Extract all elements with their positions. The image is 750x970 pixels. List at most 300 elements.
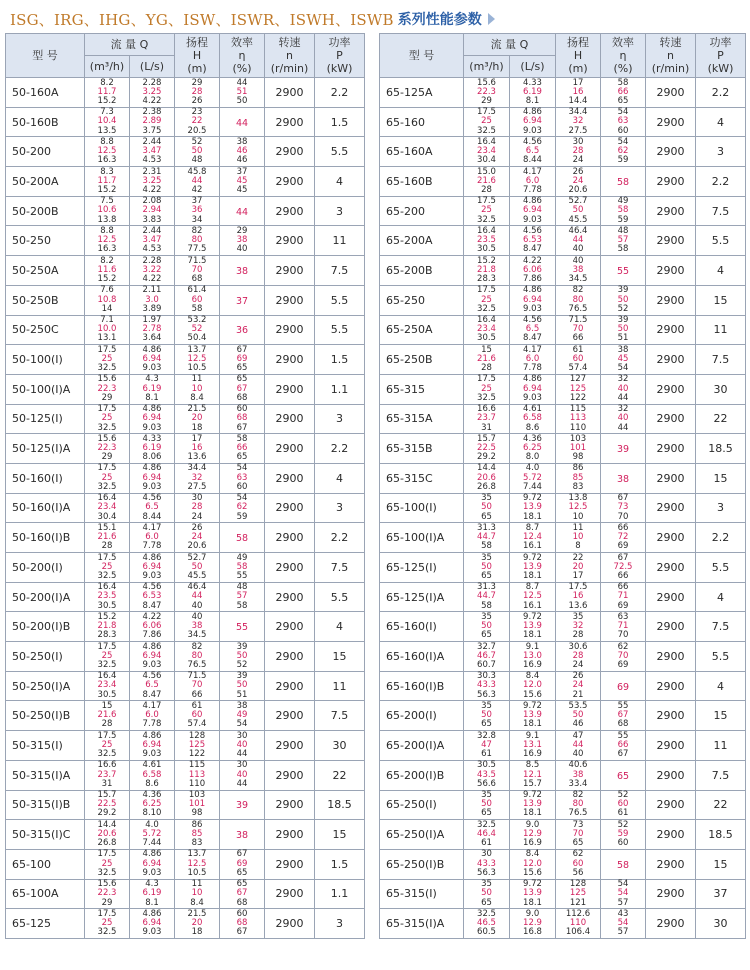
flow-m3h-cell	[85, 463, 130, 493]
head-cell-value: 40	[191, 611, 203, 622]
head-cell-value: 125	[569, 383, 587, 394]
power-cell: 7.5	[315, 701, 365, 731]
flow-m3h-cell-value: 17.5	[97, 849, 117, 860]
flow-ls-cell-value: 13.9	[523, 561, 542, 572]
head-cell-value: 82	[191, 225, 203, 236]
head-cell-value: 50.4	[187, 333, 207, 344]
flow-ls-cell-value: 3.47	[142, 146, 162, 157]
flow-m3h-cell-value: 15.6	[97, 433, 117, 444]
flow-m3h-cell-value: 22.5	[97, 799, 117, 810]
efficiency-cell-value: 66	[617, 582, 629, 593]
flow-ls-cell	[130, 582, 175, 612]
table-row	[6, 701, 365, 731]
head-cell-value: 44	[191, 591, 203, 602]
flow-ls-cell-value: 12.9	[523, 917, 542, 928]
head-cell-value: 33.4	[568, 778, 588, 789]
head-cell-value: 82	[572, 790, 584, 801]
model-cell: 65-100(I)A	[380, 523, 464, 553]
flow-m3h-cell	[85, 434, 130, 464]
flow-ls-cell-value: 13.1	[523, 739, 542, 750]
flow-ls-cell-value: 9.1	[525, 641, 540, 652]
efficiency-cell-value: 40	[236, 244, 248, 255]
flow-ls-cell-value: 4.36	[523, 433, 542, 444]
model-cell: 50-250C	[6, 315, 85, 345]
flow-ls-cell-value: 5.72	[142, 828, 162, 839]
head-cell-value: 122	[188, 749, 206, 760]
head-cell-value: 66	[572, 333, 584, 344]
flow-m3h-cell	[464, 909, 510, 939]
efficiency-cell-value: 57	[617, 897, 629, 908]
flow-m3h-cell-value: 20.6	[477, 472, 496, 483]
head-cell	[556, 760, 601, 790]
head-cell-value: 101	[188, 799, 206, 810]
flow-ls-cell-value: 4.86	[142, 552, 162, 563]
head-cell	[556, 849, 601, 879]
efficiency-cell-value: 45	[236, 185, 248, 195]
flow-m3h-cell	[464, 523, 510, 553]
head-cell-value: 103	[569, 433, 587, 444]
flow-m3h-cell-value: 58	[481, 541, 492, 552]
flow-ls-cell	[510, 315, 556, 345]
flow-m3h-cell-value: 50	[481, 710, 492, 721]
head-cell-value: 121	[569, 897, 587, 908]
speed-cell: 2900	[265, 731, 315, 761]
head-cell-value: 8	[575, 541, 581, 552]
flow-m3h-cell-value: 12.5	[97, 235, 117, 246]
flow-m3h-cell-value: 21.8	[477, 264, 496, 275]
flow-ls-cell-value: 2.11	[142, 285, 162, 296]
head-cell-value: 28	[572, 630, 584, 641]
flow-ls-cell-value: 4.86	[142, 730, 162, 741]
flow-ls-cell-value: 12.1	[523, 769, 542, 780]
flow-ls-cell	[130, 642, 175, 672]
efficiency-cell-value: 69	[617, 541, 629, 552]
speed-cell: 2900	[265, 78, 315, 108]
flow-ls-cell-value: 9.03	[142, 660, 162, 670]
head-cell-value: 27.5	[187, 481, 207, 492]
efficiency-cell-value: 60	[617, 838, 629, 849]
flow-m3h-cell	[464, 78, 510, 108]
flow-m3h-cell	[85, 582, 130, 612]
power-cell: 5.5	[315, 582, 365, 612]
flow-ls-cell-value: 6.58	[523, 413, 542, 424]
flow-ls-cell-value: 4.86	[142, 344, 162, 355]
flow-m3h-cell	[85, 285, 130, 315]
flow-ls-cell	[510, 701, 556, 731]
flow-ls-cell-value: 6.94	[142, 353, 162, 364]
flow-ls-cell-value: 6.58	[142, 769, 162, 780]
power-cell: 22	[696, 790, 746, 820]
efficiency-cell	[601, 642, 646, 672]
flow-ls-cell-value: 4.22	[142, 274, 162, 285]
efficiency-cell	[220, 820, 265, 850]
flow-m3h-cell-value: 17.5	[477, 107, 496, 118]
efficiency-cell-value: 44	[235, 117, 249, 129]
power-cell: 11	[315, 671, 365, 701]
flow-ls-cell-value: 2.44	[142, 136, 162, 147]
efficiency-cell-value: 39	[236, 671, 248, 682]
flow-ls-cell-value: 6.25	[142, 799, 162, 810]
flow-m3h-cell-value: 25	[101, 650, 113, 661]
speed-cell: 2900	[265, 612, 315, 642]
power-cell: 1.5	[315, 849, 365, 879]
head-cell-value: 24	[572, 175, 584, 186]
head-cell-value: 24	[572, 155, 584, 166]
flow-ls-cell	[130, 760, 175, 790]
efficiency-cell-value: 45	[617, 353, 629, 364]
head-cell-value: 101	[569, 442, 587, 453]
flow-m3h-cell-value: 56.3	[477, 689, 496, 700]
power-cell: 3	[315, 404, 365, 434]
model-cell: 50-200A	[6, 167, 85, 197]
power-cell: 18.5	[315, 790, 365, 820]
flow-ls-cell	[510, 196, 556, 226]
head-cell-value: 23	[191, 107, 203, 118]
efficiency-cell-value: 59	[236, 511, 248, 522]
flow-ls-cell-value: 6.19	[142, 383, 162, 394]
flow-ls-cell-value: 2.44	[142, 225, 162, 236]
efficiency-cell-value: 69	[617, 660, 629, 670]
efficiency-cell-value: 58	[236, 433, 248, 444]
flow-ls-cell	[130, 226, 175, 256]
flow-ls-cell	[510, 345, 556, 375]
table-row	[380, 167, 746, 197]
flow-m3h-cell-value: 15.2	[97, 185, 117, 195]
efficiency-cell-value: 55	[236, 570, 248, 581]
efficiency-cell-value: 44	[236, 77, 248, 88]
flow-m3h-cell-value: 50	[481, 621, 492, 632]
power-cell: 1.1	[315, 374, 365, 404]
flow-ls-cell	[130, 820, 175, 850]
flow-ls-cell	[510, 820, 556, 850]
flow-ls-cell-value: 9.72	[523, 493, 542, 504]
efficiency-cell-value: 58	[236, 600, 248, 611]
efficiency-cell	[220, 671, 265, 701]
head-cell-value: 36	[191, 205, 203, 216]
flow-m3h-cell-value: 32.5	[97, 422, 117, 433]
efficiency-cell-value: 57	[617, 235, 629, 246]
efficiency-cell-value: 58	[235, 533, 249, 545]
head-cell	[556, 820, 601, 850]
power-cell: 7.5	[696, 612, 746, 642]
flow-m3h-cell	[85, 256, 130, 286]
flow-ls-cell-value: 4.86	[142, 641, 162, 652]
head-cell	[175, 612, 220, 642]
flow-ls-cell-value: 2.38	[142, 107, 162, 118]
flow-ls-cell	[130, 909, 175, 939]
flow-m3h-cell-value: 25	[101, 739, 113, 750]
flow-ls-cell-value: 7.78	[523, 185, 542, 195]
flow-m3h-cell-value: 17.5	[97, 552, 117, 563]
efficiency-cell-value: 67	[236, 422, 248, 433]
flow-m3h-cell-value: 7.5	[100, 196, 114, 207]
efficiency-cell-value: 44	[236, 778, 248, 789]
efficiency-cell-value: 49	[236, 710, 248, 721]
flow-m3h-cell	[85, 879, 130, 909]
speed-cell: 2900	[646, 849, 696, 879]
flow-m3h-cell-value: 21.8	[97, 621, 117, 632]
efficiency-cell-value: 40	[236, 769, 248, 780]
head-cell	[175, 196, 220, 226]
head-cell-value: 8.4	[190, 897, 204, 908]
head-cell-value: 127	[569, 374, 587, 385]
table-row	[380, 582, 746, 612]
power-cell: 15	[696, 285, 746, 315]
model-cell: 50-160B	[6, 107, 85, 137]
flow-m3h-cell-value: 30.5	[97, 689, 117, 700]
head-cell-value: 48	[191, 155, 203, 166]
flow-ls-cell-value: 2.28	[142, 77, 162, 88]
model-cell: 65-125	[6, 909, 85, 939]
speed-cell: 2900	[646, 434, 696, 464]
flow-m3h-cell-value: 25	[481, 116, 492, 127]
efficiency-cell-value: 39	[236, 641, 248, 652]
efficiency-cell	[220, 493, 265, 523]
efficiency-cell	[220, 760, 265, 790]
efficiency-cell-value: 65	[616, 770, 630, 782]
head-cell	[556, 553, 601, 583]
power-cell: 22	[315, 760, 365, 790]
head-cell	[175, 404, 220, 434]
flow-m3h-cell-value: 23.7	[477, 413, 496, 424]
efficiency-cell-value: 48	[236, 582, 248, 593]
flow-ls-cell-value: 13.0	[523, 650, 542, 661]
table-row	[380, 790, 746, 820]
speed-cell: 2900	[265, 285, 315, 315]
efficiency-cell	[220, 463, 265, 493]
flow-ls-cell-value: 6.94	[142, 858, 162, 869]
model-cell: 65-250	[380, 285, 464, 315]
efficiency-cell-value: 67	[236, 927, 248, 938]
head-cell	[175, 909, 220, 939]
flow-m3h-cell-value: 15	[101, 700, 113, 711]
head-cell-value: 46.4	[568, 225, 588, 236]
model-cell: 50-250	[6, 226, 85, 256]
head-cell-value: 21.5	[187, 908, 207, 919]
table-row	[6, 404, 365, 434]
head-cell	[175, 820, 220, 850]
head-cell-value: 16	[572, 86, 584, 97]
flow-m3h-cell-value: 21.6	[97, 532, 117, 543]
flow-m3h-cell-value: 25	[101, 917, 113, 928]
power-cell: 2.2	[696, 167, 746, 197]
header-head: 扬程 H (m)	[556, 34, 601, 78]
flow-ls-cell	[510, 790, 556, 820]
flow-m3h-cell-value: 28	[481, 363, 492, 374]
flow-ls-cell-value: 8.0	[525, 452, 540, 463]
head-cell-value: 60	[572, 353, 584, 364]
model-cell: 50-250B	[6, 285, 85, 315]
table-row	[6, 523, 365, 553]
flow-m3h-cell-value: 15	[481, 344, 492, 355]
head-cell-value: 45.5	[187, 570, 207, 581]
model-cell: 65-125(I)A	[380, 582, 464, 612]
head-cell-value: 52.7	[187, 552, 207, 563]
efficiency-cell	[601, 137, 646, 167]
flow-ls-cell	[510, 849, 556, 879]
model-cell: 65-315(I)A	[380, 909, 464, 939]
efficiency-cell-value: 60	[236, 908, 248, 919]
efficiency-cell	[220, 167, 265, 197]
model-cell: 50-250(I)	[6, 642, 85, 672]
flow-ls-cell-value: 2.89	[142, 116, 162, 127]
head-cell-value: 58	[191, 303, 203, 314]
head-cell	[175, 671, 220, 701]
power-cell: 7.5	[315, 553, 365, 583]
power-cell: 7.5	[696, 196, 746, 226]
flow-ls-cell-value: 9.03	[142, 927, 162, 938]
head-cell	[556, 374, 601, 404]
header-efficiency: 效率 η (%)	[220, 34, 265, 78]
flow-ls-cell-value: 8.47	[142, 689, 162, 700]
flow-m3h-cell-value: 31	[481, 422, 492, 433]
head-cell-value: 98	[572, 452, 584, 463]
speed-cell: 2900	[265, 315, 315, 345]
flow-ls-cell-value: 3.0	[145, 294, 159, 305]
flow-ls-cell-value: 8.47	[523, 333, 542, 344]
efficiency-cell-value: 69	[617, 600, 629, 611]
flow-ls-cell-value: 9.03	[523, 303, 542, 314]
efficiency-cell-value: 60	[617, 125, 629, 136]
flow-m3h-cell-value: 17.5	[97, 730, 117, 741]
flow-m3h-cell	[464, 256, 510, 286]
power-cell: 3	[315, 909, 365, 939]
head-cell-value: 27.5	[568, 125, 588, 136]
efficiency-cell-value: 54	[617, 917, 629, 928]
table-row	[6, 642, 365, 672]
efficiency-cell-value: 54	[617, 888, 629, 899]
power-cell: 15	[315, 642, 365, 672]
power-cell: 11	[696, 731, 746, 761]
flow-ls-cell-value: 6.94	[142, 472, 162, 483]
flow-m3h-cell-value: 22.3	[97, 442, 117, 453]
power-cell: 4	[696, 671, 746, 701]
flow-m3h-cell-value: 16.4	[477, 136, 496, 147]
power-cell: 18.5	[696, 820, 746, 850]
flow-m3h-cell	[464, 404, 510, 434]
model-cell: 65-200(I)A	[380, 731, 464, 761]
flow-ls-cell-value: 15.7	[523, 778, 542, 789]
efficiency-cell	[601, 909, 646, 939]
flow-ls-cell	[130, 345, 175, 375]
head-cell-value: 125	[569, 888, 587, 899]
flow-ls-cell	[510, 582, 556, 612]
flow-ls-cell-value: 3.22	[142, 264, 162, 275]
power-cell: 4	[696, 256, 746, 286]
head-cell	[556, 701, 601, 731]
head-cell	[556, 137, 601, 167]
flow-m3h-cell-value: 32.5	[97, 570, 117, 581]
flow-ls-cell-value: 18.1	[523, 630, 542, 641]
flow-m3h-cell	[464, 701, 510, 731]
flow-m3h-cell-value: 29	[481, 95, 492, 106]
efficiency-cell-value: 57	[617, 927, 629, 938]
flow-ls-cell	[130, 107, 175, 137]
power-cell: 4	[696, 107, 746, 137]
efficiency-cell	[220, 582, 265, 612]
head-cell-value: 66	[191, 689, 203, 700]
head-cell-value: 71.5	[187, 671, 207, 682]
efficiency-cell	[220, 315, 265, 345]
flow-m3h-cell	[464, 137, 510, 167]
flow-m3h-cell	[85, 345, 130, 375]
efficiency-cell-value: 50	[236, 650, 248, 661]
flow-ls-cell	[130, 374, 175, 404]
efficiency-cell-value: 55	[235, 622, 249, 634]
efficiency-cell	[601, 167, 646, 197]
flow-m3h-cell	[85, 849, 130, 879]
efficiency-cell-value: 44	[236, 749, 248, 760]
efficiency-cell-value: 54	[617, 363, 629, 374]
flow-ls-cell	[130, 167, 175, 197]
speed-cell: 2900	[646, 820, 696, 850]
efficiency-cell-value: 43	[617, 908, 629, 919]
efficiency-cell-value: 59	[617, 155, 629, 166]
flow-ls-cell-value: 4.22	[523, 255, 542, 266]
flow-m3h-cell	[464, 731, 510, 761]
efficiency-cell	[601, 760, 646, 790]
table-row	[380, 256, 746, 286]
model-cell: 65-315(I)	[380, 879, 464, 909]
flow-m3h-cell-value: 25	[101, 413, 113, 424]
flow-ls-cell-value: 2.78	[142, 324, 162, 335]
flow-ls-cell	[510, 612, 556, 642]
efficiency-cell	[601, 434, 646, 464]
head-cell	[175, 256, 220, 286]
table-row	[6, 849, 365, 879]
flow-m3h-cell-value: 35	[481, 611, 492, 622]
head-cell	[556, 790, 601, 820]
head-cell	[175, 374, 220, 404]
header-head: 扬程 H (m)	[175, 34, 220, 78]
flow-ls-cell	[130, 315, 175, 345]
head-cell-value: 62	[572, 849, 584, 860]
flow-m3h-cell	[464, 226, 510, 256]
head-cell-value: 13.7	[187, 344, 207, 355]
head-cell-value: 17	[191, 433, 203, 444]
header-efficiency: 效率 η (%)	[601, 34, 646, 78]
flow-ls-cell	[130, 256, 175, 286]
flow-ls-cell-value: 8.7	[525, 522, 540, 533]
head-cell	[175, 701, 220, 731]
power-cell: 15	[696, 463, 746, 493]
flow-ls-cell-value: 9.0	[525, 819, 540, 830]
efficiency-cell-value: 68	[617, 719, 629, 730]
flow-ls-cell-value: 3.25	[142, 175, 162, 186]
head-cell-value: 10.5	[187, 363, 207, 374]
head-cell	[175, 523, 220, 553]
model-cell: 50-200(I)A	[6, 582, 85, 612]
model-cell: 65-200A	[380, 226, 464, 256]
head-cell-value: 106.4	[565, 927, 591, 938]
flow-m3h-cell-value: 28	[481, 185, 492, 195]
head-cell	[175, 315, 220, 345]
model-cell: 50-160A	[6, 78, 85, 108]
table-row	[6, 671, 365, 701]
flow-ls-cell-value: 4.22	[142, 611, 162, 622]
flow-m3h-cell-value: 17.5	[97, 641, 117, 652]
flow-m3h-cell-value: 11.7	[97, 175, 117, 186]
efficiency-cell-value: 63	[236, 472, 248, 483]
flow-m3h-cell	[464, 849, 510, 879]
head-cell	[556, 404, 601, 434]
flow-ls-cell-value: 6.19	[523, 86, 542, 97]
table-row	[380, 463, 746, 493]
flow-ls-cell-value: 7.86	[523, 274, 542, 285]
efficiency-cell-value: 54	[236, 463, 248, 474]
head-cell-value: 12.5	[187, 858, 207, 869]
table-row	[380, 404, 746, 434]
